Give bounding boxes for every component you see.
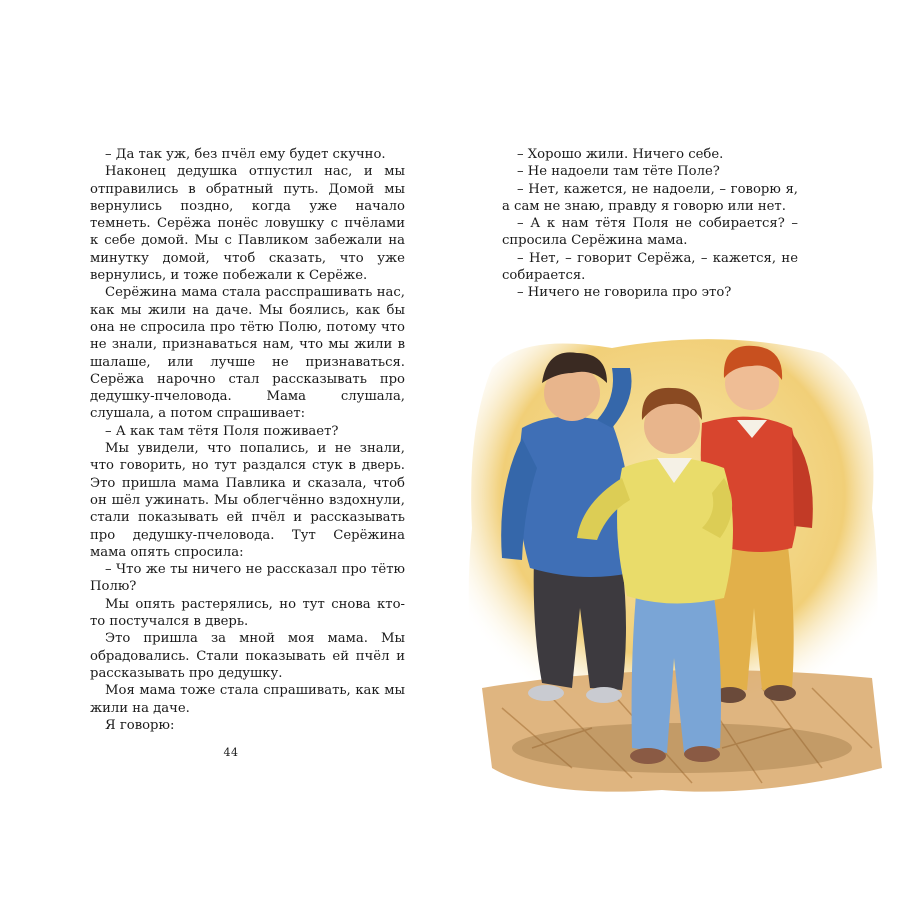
paragraph: Мы увидели, что попались, и не знали, что говорить, но тут раздался стук в дверь. Это пришла мама Павлика и сказала, чтоб он шёл ужинать. Мы облегчённо вздохнули, стали показывать ей пчёл и рассказывать про дедушку-пчеловода. Тут Серёжина мама опять спросила: — [90, 441, 405, 560]
illustration-svg — [462, 328, 887, 798]
paragraph: Серёжина мама стала расспрашивать нас, как мы жили на даче. Мы боялись, как бы она не спросила про тётю Полю, потому что не знали, признаваться нам, что мы жили в шалаше, или лучше не признаваться. Серёжа нарочно стал рассказывать про дедушку-пчеловода. Мама слушала, слушала, а потом спрашивает: — [90, 285, 405, 422]
paragraph: – Не надоели там тёте Поле? — [517, 164, 720, 180]
paragraph: – Ничего не говорила про это? — [517, 285, 732, 301]
paragraph: Мы опять растерялись, но тут снова кто-то постучался в дверь. — [90, 596, 405, 630]
page-number: 44 — [223, 746, 239, 759]
right-page — [450, 0, 900, 900]
paragraph: – Да так уж, без пчёл ему будет скучно. — [105, 147, 386, 162]
paragraph: – Хорошо жили. Ничего себе. — [517, 147, 724, 162]
paragraph: Моя мама тоже стала спрашивать, как мы жили на даче. — [90, 683, 405, 716]
paragraph: – Нет, – говорит Серёжа, – кажется, не собирается. — [502, 250, 798, 284]
three-boys-illustration — [462, 328, 887, 798]
paragraph: – Нет, кажется, не надоели, – говорю я, а сам не знаю, правду я говорю или нет. — [502, 181, 798, 214]
paragraph: Это пришла за мной моя мама. Мы обрадовались. Стали показывать ей пчёл и рассказывать про дедушку. — [90, 631, 405, 681]
right-page-text — [502, 146, 798, 302]
paragraph: Я говорю: — [105, 717, 175, 733]
paragraph: Наконец дедушка отпустил нас, и мы отправились в обратный путь. Домой мы вернулись поздно, когда уже начало темнеть. Серёжа понёс ловушку с пчёлами к себе домой. Мы с Павликом забежали на минутку домой, чтоб сказать, что уже вернулись, и тоже побежали к Серёже. — [90, 164, 405, 284]
left-page-text — [90, 146, 405, 734]
paragraph: – Что же ты ничего не рассказал про тётю Полю? — [90, 562, 405, 595]
paragraph: – А к нам тётя Поля не собирается? – спросила Серёжина мама. — [502, 216, 798, 249]
paragraph: – А как там тётя Поля поживает? — [105, 423, 339, 439]
